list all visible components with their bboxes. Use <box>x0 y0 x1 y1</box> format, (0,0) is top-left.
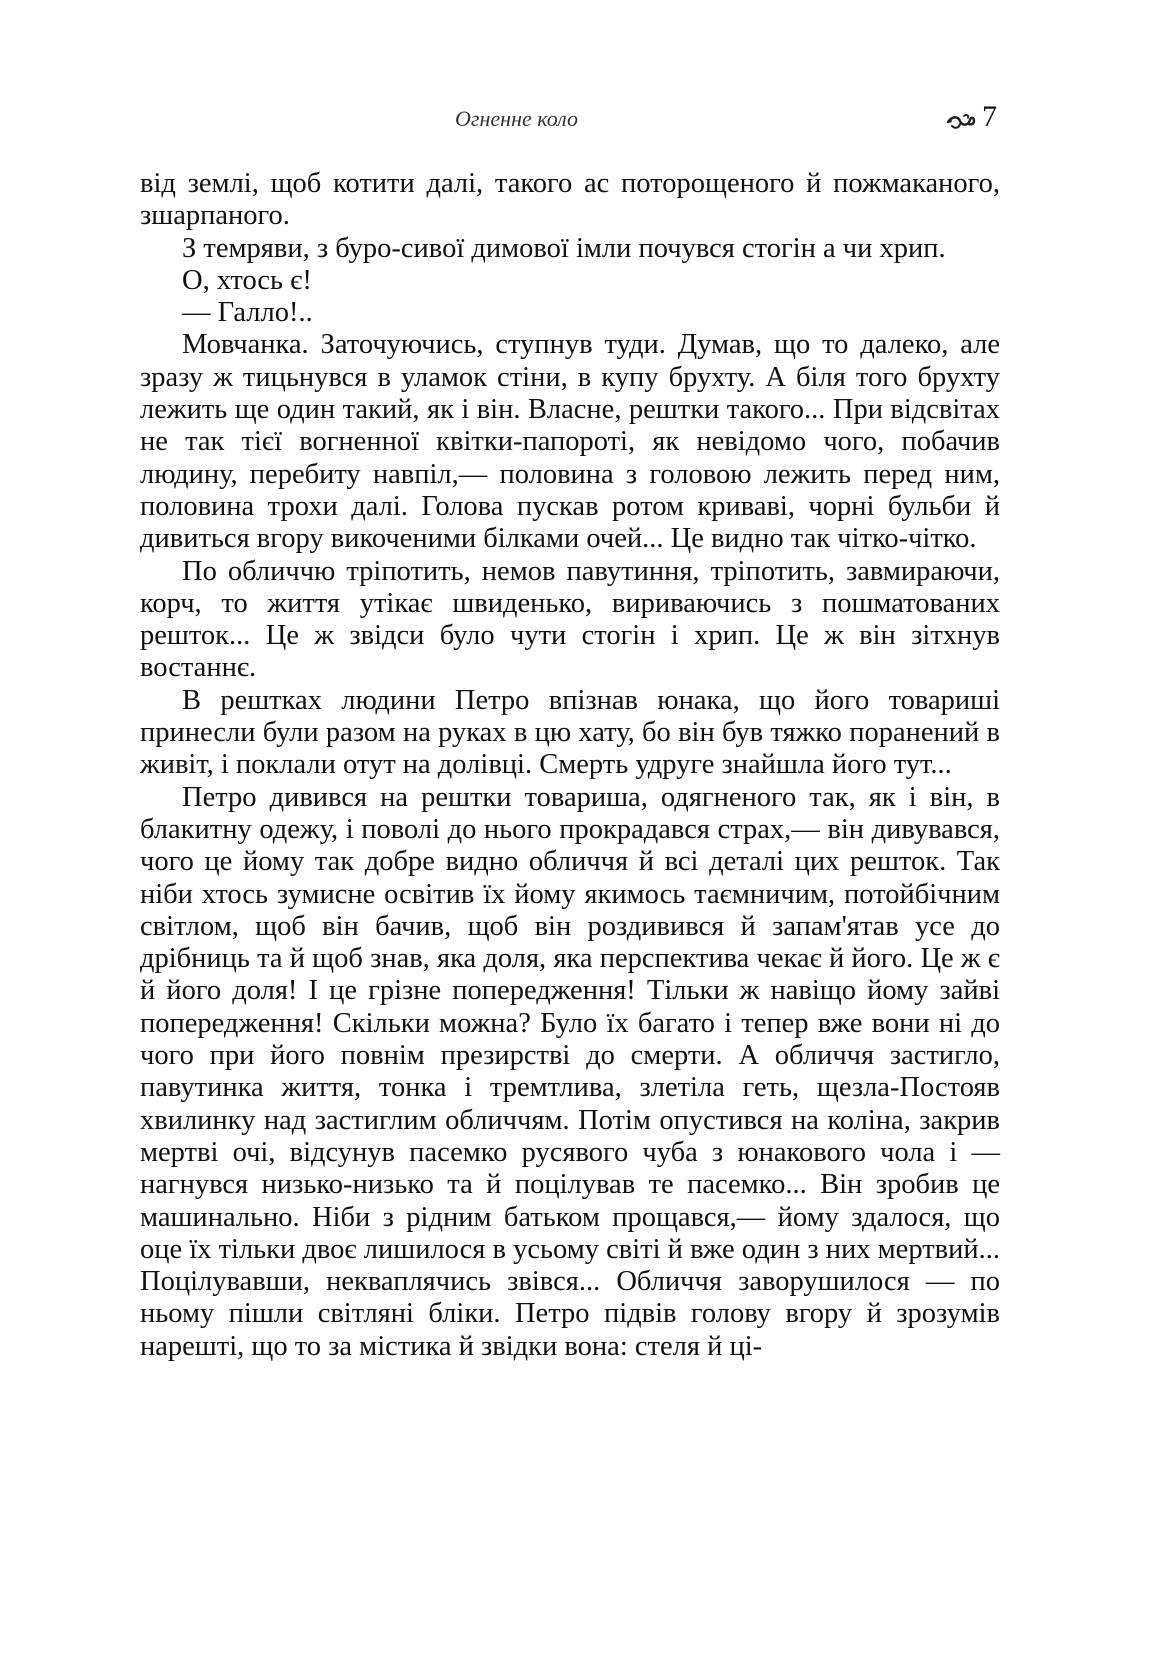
body-text <box>140 168 1000 1363</box>
paragraph: З темряви, з буро-сивої димової імли почувся стогін а чи хрип. <box>182 232 946 264</box>
page-number: 7 <box>982 100 997 133</box>
paragraph: По обличчю тріпотить, немов павутиння, тріпотить, завмираючи, корч, то життя утікає швиденько, вириваючись з пошматованих решток... Це ж звідси було чути стогін і хрип. Це ж він зітхнув востаннє. <box>140 555 1000 684</box>
running-title: Огненне коло <box>455 106 579 131</box>
paragraph: Мовчанка. Заточуючись, ступнув туди. Думав, що то далеко, але зразу ж тицьнувся в уламок стіни, в купу брухту. А біля того брухту лежить ще один такий, як і він. Власне, рештки такого... При відсвітах не так тієї вогненної квітки-папороті, як невідомо чого, побачив людину, перебиту навпіл,— половина з головою лежить перед ним, половина трохи далі. Голова пускав ротом криваві, чорні бульби й дивиться вгору викоченими білками очей... Це видно так чітко-чітко. <box>140 329 1000 555</box>
paragraph: В рештках людини Петро впізнав юнака, що його товариші принесли були разом на руках в цю хату, бо він був тяжко поранений в живіт, і поклали отут на долівці. Смерть удруге знайшла його тут... <box>140 684 1000 781</box>
paragraph: — Галло!.. <box>182 297 313 329</box>
running-head <box>0 100 1158 140</box>
paragraph: Петро дивився на рештки товариша, одягненого так, як і він, в блакитну одежу, і поволі до нього прокрадався страх,— він дивувався, чого це йому так добре видно обличчя й всі деталі цих решток. Так ніби хтось зумисне освітив їх йому якимось таємничим, потойбічним світлом, щоб він бачив, щоб він роздивився й запам'ятав усе до дрібниць та й щоб знав, яка доля, яка перспектива чекає й його. Це ж є й його доля! І це грізне попередження! Тільки ж навіщо йому зайві попередження! Скільки можна? Було їх багато і тепер вже вони ні до чого при його повнім презирстві до смерти. А обличчя застигло, павутинка життя, тонка і тремтлива, злетіла геть, щезла-Постояв хвилинку над застиглим обличчям. Потім опустився на коліна, закрив мертві очі, відсунув пасемко русявого чуба з юнакового чола і — нагнувся низько-низько та й поцілував те пасемко... Він зробив це машинально. Ніби з рідним батьком прощався,— йому здалося, що оце їх тільки двоє лишилося в усьому світі й вже один з них мертвий... Поцілувавши, некваплячись звівся... Обличчя заворушилося — по ньому пішли світляні бліки. Петро підвів голову вгору й зрозумів нарешті, що то за містика й звідки вона: стеля й ці- <box>140 781 1000 1362</box>
fleuron-ornament-icon <box>946 112 976 132</box>
paragraph: О, хтось є! <box>182 264 312 296</box>
paragraph: від землі, щоб котити далі, такого ас поторощеного й пожмаканого, зшарпаного. <box>140 168 1000 232</box>
